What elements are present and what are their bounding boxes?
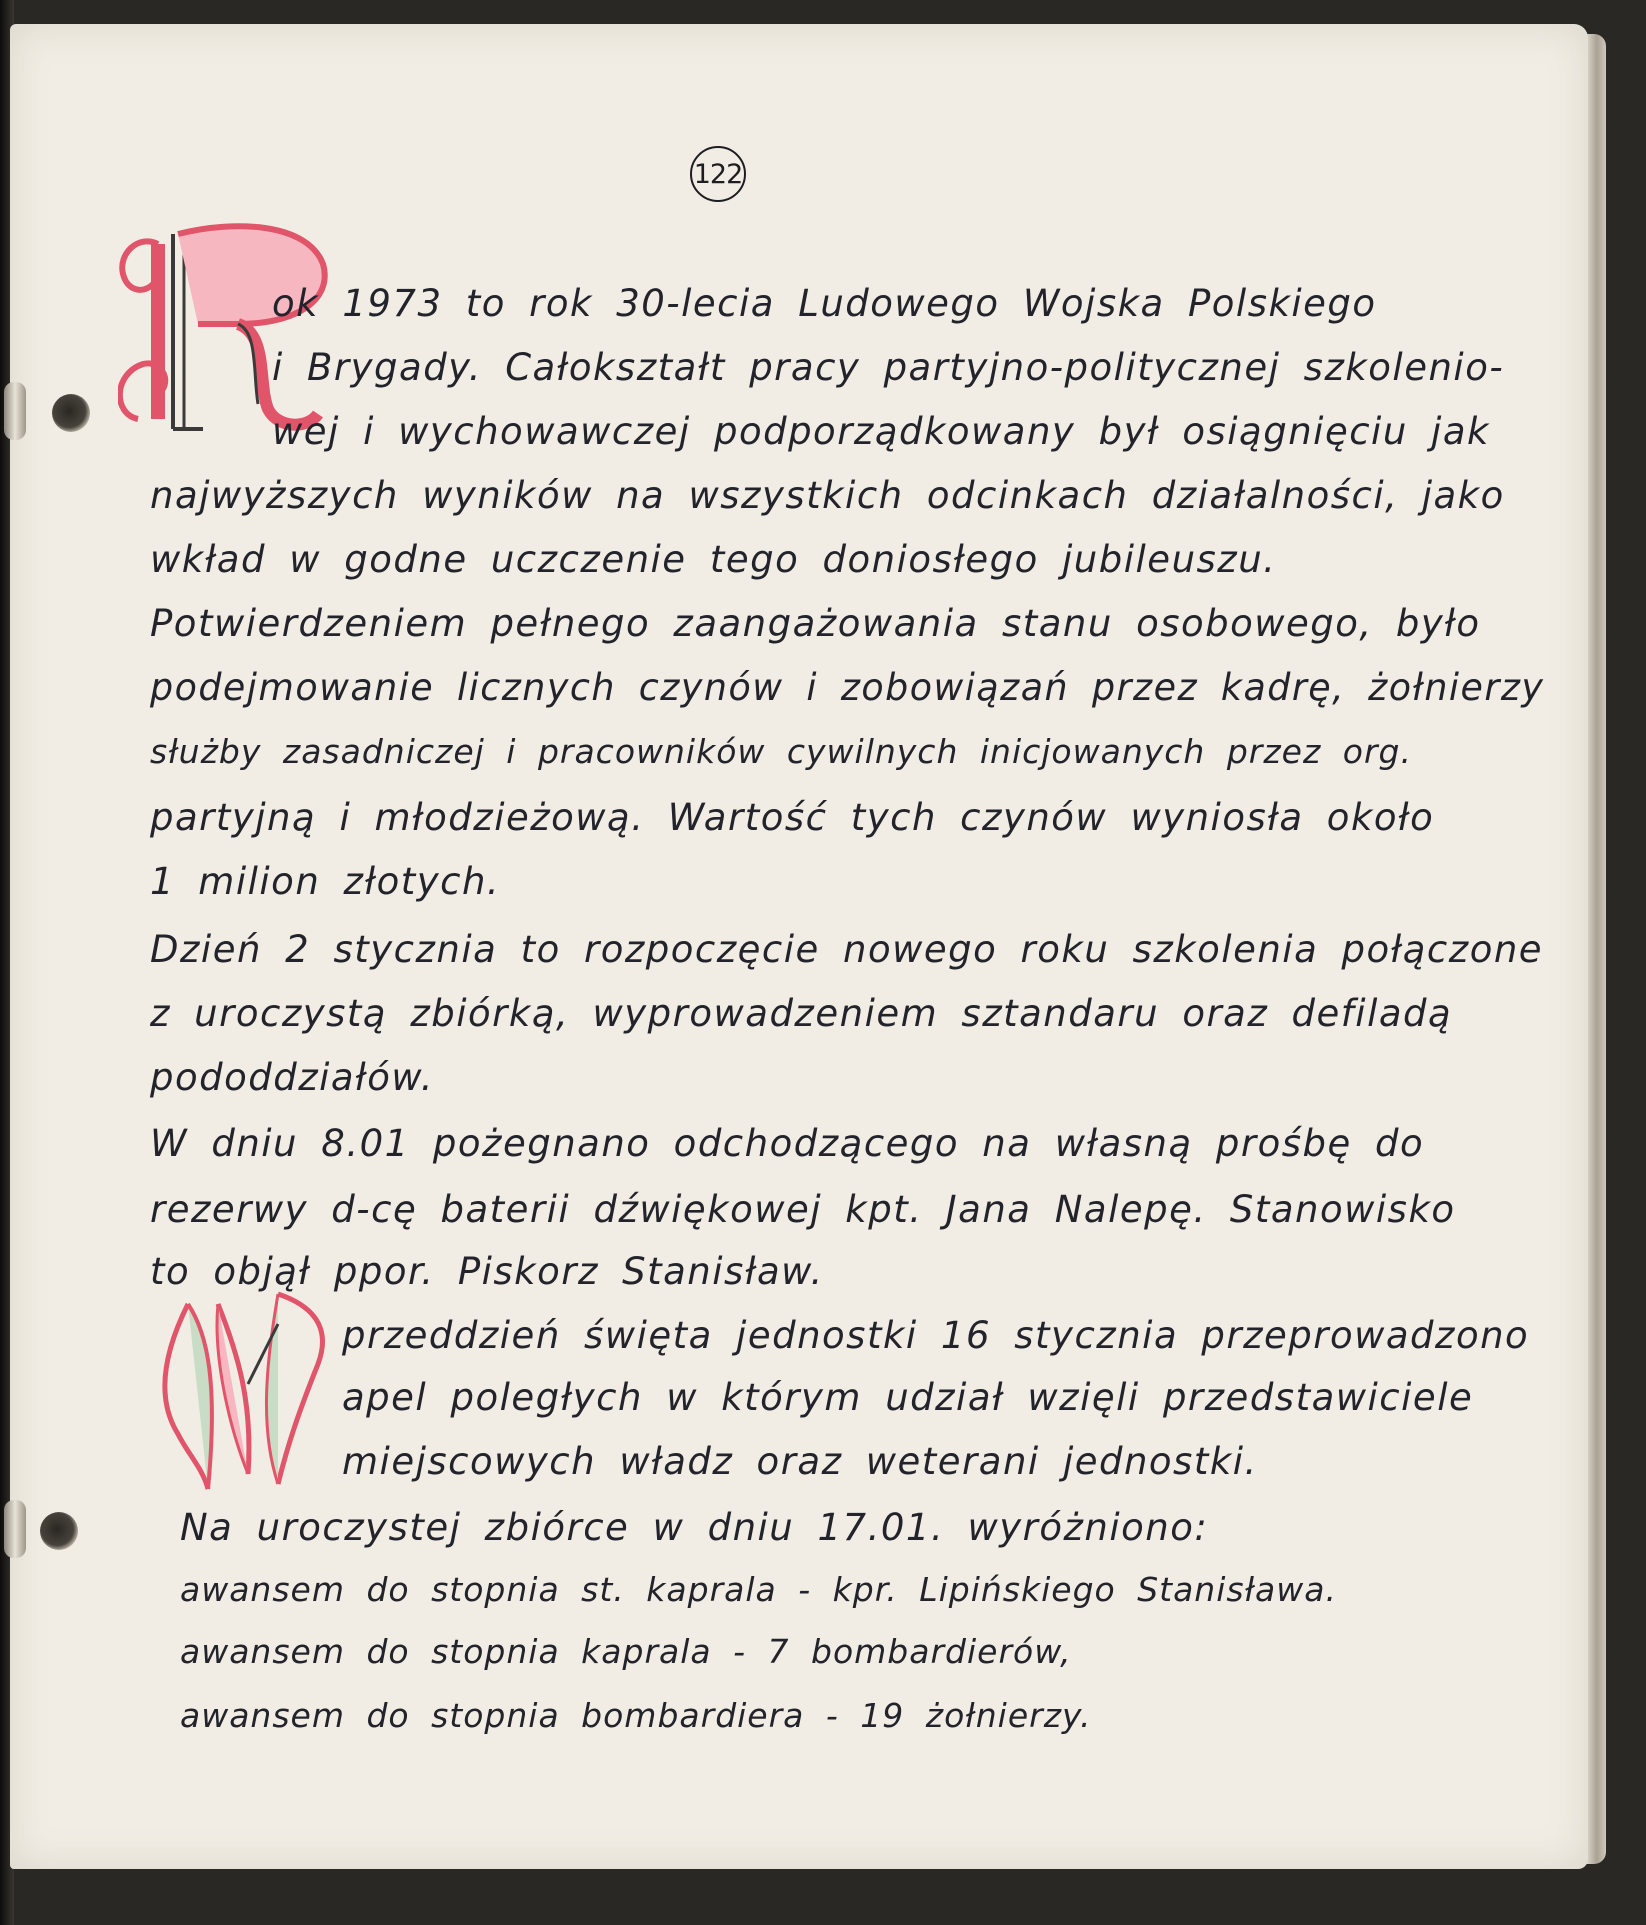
- text-line: Potwierdzeniem pełnego zaangażowania stanu osobowego, było: [150, 602, 1481, 645]
- text-line: W dniu 8.01 pożegnano odchodzącego na własną prośbę do: [150, 1122, 1425, 1165]
- decorated-initial-w: [158, 1284, 338, 1494]
- text-line: najwyższych wyników na wszystkich odcinkach działalności, jako: [150, 474, 1505, 517]
- text-line: miejscowych władz oraz weterani jednostki.: [342, 1440, 1258, 1483]
- text-line: Dzień 2 stycznia to rozpoczęcie nowego roku szkolenia połączone: [150, 928, 1544, 971]
- text-line: i Brygady. Całokształt pracy partyjno-politycznej szkolenio-: [272, 346, 1505, 389]
- text-line: 1 milion złotych.: [150, 860, 501, 903]
- text-line: podejmowanie licznych czynów i zobowiązań przez kadrę, żołnierzy: [150, 666, 1545, 709]
- text-line: apel poległych w którym udział wzięli przedstawiciele: [342, 1376, 1474, 1419]
- text-line: służby zasadniczej i pracowników cywilnych inicjowanych przez org.: [150, 732, 1412, 771]
- text-line: ok 1973 to rok 30-lecia Ludowego Wojska Polskiego: [272, 282, 1377, 325]
- text-line: awansem do stopnia bombardiera - 19 żołnierzy.: [180, 1696, 1092, 1735]
- text-line: z uroczystą zbiórką, wyprowadzeniem sztandaru oraz defiladą: [150, 992, 1453, 1035]
- text-line: przeddzień święta jednostki 16 stycznia przeprowadzono: [342, 1314, 1530, 1357]
- text-line: partyjną i młodzieżową. Wartość tych czynów wyniosła około: [150, 796, 1435, 839]
- text-line: wkład w godne uczczenie tego doniosłego jubileuszu.: [150, 538, 1277, 581]
- text-line: awansem do stopnia kaprala - 7 bombardierów,: [180, 1632, 1072, 1671]
- punch-hole: [52, 394, 90, 432]
- text-line: rezerwy d-cę baterii dźwiękowej kpt. Jana Nalepę. Stanowisko: [150, 1188, 1456, 1231]
- page-number-text: 122: [693, 158, 743, 190]
- binder-ring: [4, 1500, 26, 1558]
- chronicle-page: [10, 24, 1588, 1869]
- text-line: Na uroczystej zbiórce w dniu 17.01. wyróżniono:: [180, 1506, 1209, 1549]
- page-number: [690, 146, 746, 202]
- punch-hole: [40, 1512, 78, 1550]
- text-line: pododdziałów.: [150, 1056, 435, 1099]
- text-line: wej i wychowawczej podporządkowany był osiągnięciu jak: [272, 410, 1490, 453]
- text-line: awansem do stopnia st. kaprala - kpr. Lipińskiego Stanisława.: [180, 1570, 1337, 1609]
- binder-ring: [4, 382, 26, 440]
- text-line: to objął ppor. Piskorz Stanisław.: [150, 1250, 824, 1293]
